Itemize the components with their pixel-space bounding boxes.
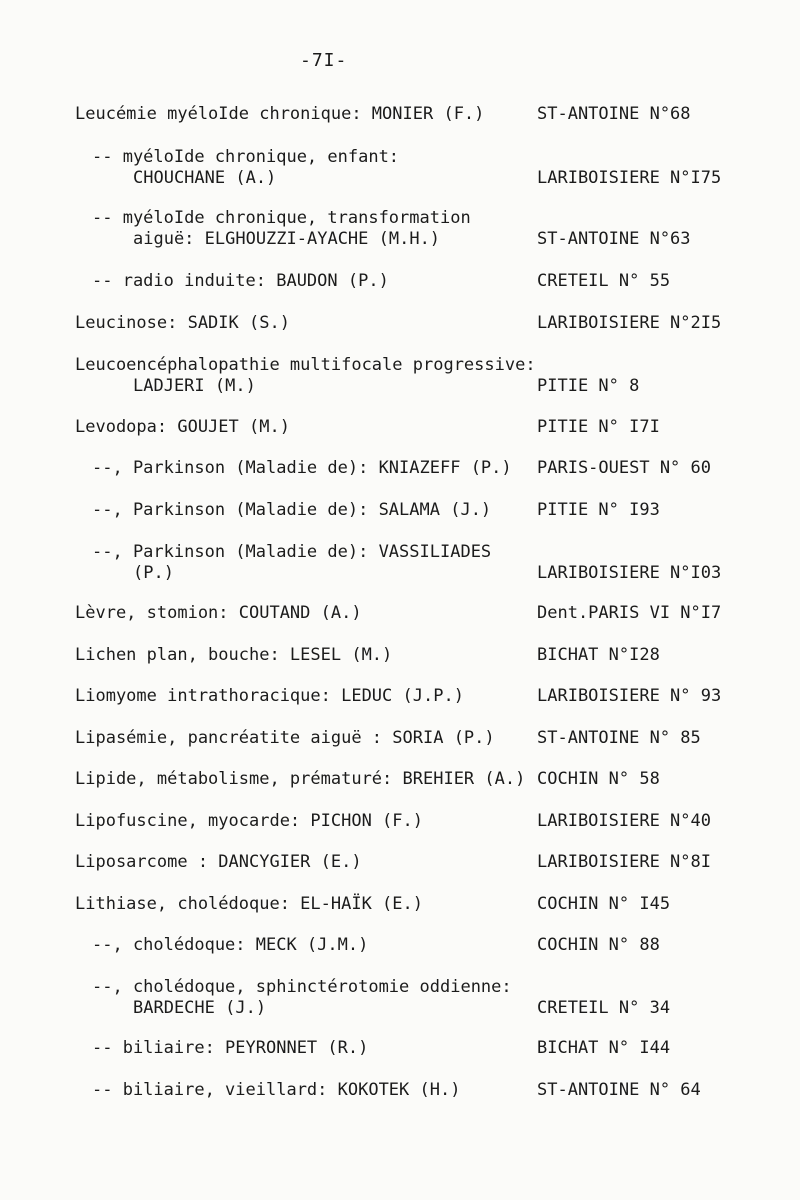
entry-reference: PITIE N° I93 [537,500,660,520]
entry-subject-continuation: aiguë: ELGHOUZZI-AYACHE (M.H.) [133,229,441,249]
entry-subject: Leucémie myéloIde chronique: MONIER (F.) [75,104,485,124]
entry-reference: ST-ANTOINE N°68 [537,104,691,124]
entry-reference: CRETEIL N° 34 [537,998,671,1018]
entry-reference: LARIBOISIERE N°I03 [537,563,722,583]
entry-subject: -- biliaire: PEYRONNET (R.) [92,1038,369,1058]
entry-subject: --, cholédoque, sphinctérotomie oddienne: [92,977,512,997]
entry-subject: --, Parkinson (Maladie de): SALAMA (J.) [92,500,492,520]
entry-reference: PITIE N° I7I [537,417,660,437]
entry-reference: ST-ANTOINE N° 85 [537,728,701,748]
entry-subject: --, Parkinson (Maladie de): KNIAZEFF (P.) [92,458,512,478]
entry-subject: -- radio induite: BAUDON (P.) [92,271,389,291]
entry-subject: --, cholédoque: MECK (J.M.) [92,935,369,955]
entry-subject-continuation: BARDECHE (J.) [133,998,267,1018]
entry-subject: Lipide, métabolisme, prématuré: BREHIER (A.) [75,769,526,789]
entry-subject: Leucoencéphalopathie multifocale progressive: [75,355,536,375]
entry-reference: LARIBOISIERE N°2I5 [537,313,722,333]
entry-subject: Leucinose: SADIK (S.) [75,313,290,333]
entry-subject: Lipofuscine, myocarde: PICHON (F.) [75,811,423,831]
entry-reference: COCHIN N° 88 [537,935,660,955]
entry-reference: BICHAT N° I44 [537,1038,671,1058]
entry-reference: LARIBOISIERE N°40 [537,811,711,831]
entry-subject: Liomyome intrathoracique: LEDUC (J.P.) [75,686,464,706]
entry-subject-continuation: LADJERI (M.) [133,376,256,396]
entry-subject: Lipasémie, pancréatite aiguë : SORIA (P.) [75,728,495,748]
entry-subject: Levodopa: GOUJET (M.) [75,417,290,437]
entry-reference: LARIBOISIERE N° 93 [537,686,722,706]
entry-reference: CRETEIL N° 55 [537,271,671,291]
entry-subject: -- myéloIde chronique, transformation [92,208,471,228]
entry-reference: COCHIN N° 58 [537,769,660,789]
entry-subject-continuation: (P.) [133,563,174,583]
entry-reference: LARIBOISIERE N°8I [537,852,711,872]
entry-reference: COCHIN N° I45 [537,894,671,914]
entry-subject: Liposarcome : DANCYGIER (E.) [75,852,362,872]
entry-subject-continuation: CHOUCHANE (A.) [133,168,277,188]
entry-subject: --, Parkinson (Maladie de): VASSILIADES [92,542,492,562]
entry-reference: ST-ANTOINE N° 64 [537,1080,701,1100]
entry-reference: BICHAT N°I28 [537,645,660,665]
entry-subject: Lèvre, stomion: COUTAND (A.) [75,603,362,623]
page-number: -7I- [300,50,348,71]
entry-subject: Lithiase, cholédoque: EL-HAÏK (E.) [75,894,423,914]
entry-reference: LARIBOISIERE N°I75 [537,168,722,188]
entry-subject: -- biliaire, vieillard: KOKOTEK (H.) [92,1080,461,1100]
entry-reference: Dent.PARIS VI N°I7 [537,603,722,623]
entry-reference: PARIS-OUEST N° 60 [537,458,711,478]
entry-reference: ST-ANTOINE N°63 [537,229,691,249]
entry-subject: Lichen plan, bouche: LESEL (M.) [75,645,393,665]
entry-subject: -- myéloIde chronique, enfant: [92,147,400,167]
entry-reference: PITIE N° 8 [537,376,640,396]
